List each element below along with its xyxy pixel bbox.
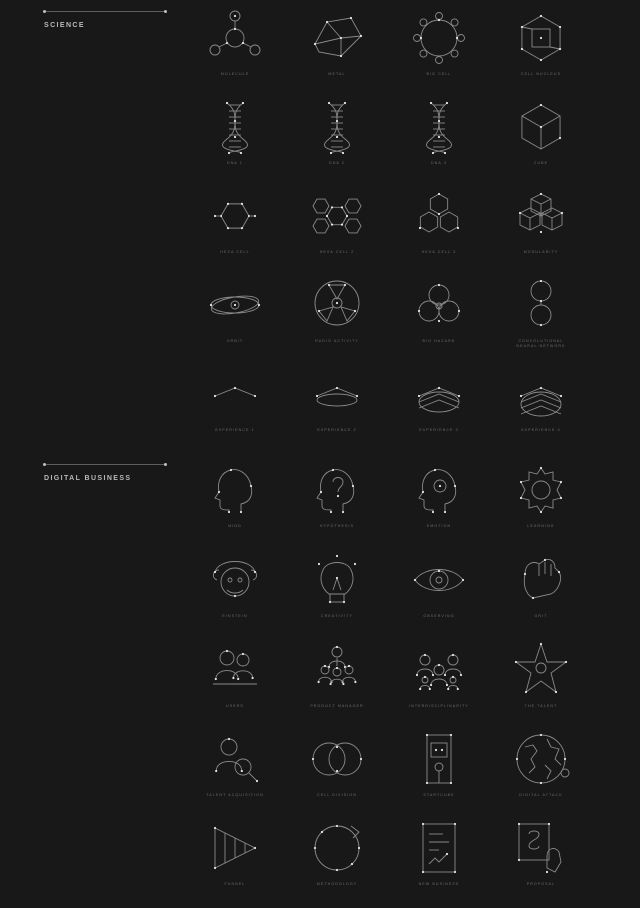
icon-tile[interactable] — [389, 8, 489, 98]
section-science — [44, 11, 166, 29]
icon-label: TALENT ACQUISITION — [206, 793, 264, 797]
chevron-layer-icon — [307, 364, 367, 424]
icon-tile[interactable] — [389, 640, 489, 730]
icon-label: RADIO ACTIVITY — [315, 339, 359, 343]
icon-tile[interactable] — [389, 364, 489, 454]
proposal-icon — [511, 818, 571, 878]
team-icon — [307, 640, 367, 700]
icon-label: DNA 2 — [329, 161, 345, 165]
globe-icon — [511, 729, 571, 789]
icon-label: THE TALENT — [524, 704, 558, 708]
chevron-stack-large-icon — [511, 364, 571, 424]
icon-label: CELL DIVISION — [317, 793, 357, 797]
hexagon-cells-icon — [307, 186, 367, 246]
icon-label: OBSERVING — [423, 614, 455, 618]
icon-label: METHODOLOGY — [316, 882, 358, 886]
icon-label: LEARNING — [527, 524, 555, 528]
icon-tile[interactable] — [185, 818, 285, 908]
radioactive-icon — [307, 275, 367, 335]
section-divider — [44, 11, 166, 12]
icon-label: STARTCUBE — [423, 793, 455, 797]
head-question-icon — [307, 460, 367, 520]
icon-tile[interactable] — [287, 275, 387, 365]
icon-tile[interactable] — [185, 729, 285, 819]
chevron-stack-icon — [409, 364, 469, 424]
icon-label: BIG CELL — [426, 72, 452, 76]
eye-icon — [409, 550, 469, 610]
icon-label: MODULARITY — [523, 250, 559, 254]
icon-tile[interactable] — [185, 97, 285, 187]
person-search-icon — [205, 729, 265, 789]
icon-label: EXPERIENCE 3 — [419, 428, 459, 432]
icon-tile[interactable] — [491, 729, 591, 819]
head-gear-icon — [409, 460, 469, 520]
icon-tile[interactable] — [287, 729, 387, 819]
cell-ring-icon — [409, 8, 469, 68]
hexagons-icon — [409, 186, 469, 246]
icon-label: EINSTEIN — [222, 614, 248, 618]
users-icon — [205, 640, 265, 700]
einstein-icon — [205, 550, 265, 610]
icon-label: PROPOSAL — [526, 882, 556, 886]
icon-tile[interactable] — [491, 186, 591, 276]
overlapping-circles-icon — [307, 729, 367, 789]
icon-tile[interactable] — [287, 364, 387, 454]
icon-label: FUNNEL — [224, 882, 246, 886]
icon-tile[interactable] — [389, 97, 489, 187]
icon-label: BIO HAZARD — [422, 339, 456, 343]
icon-tile[interactable] — [185, 550, 285, 640]
icon-tile[interactable] — [491, 460, 591, 550]
section-divider — [44, 464, 166, 465]
head-icon — [205, 460, 265, 520]
icon-tile[interactable] — [491, 275, 591, 365]
icon-tile[interactable] — [491, 364, 591, 454]
stacked-cubes-icon — [511, 186, 571, 246]
icon-tile[interactable] — [389, 186, 489, 276]
icon-label: CELL NUCLEUS — [520, 72, 562, 76]
biohazard-icon — [409, 275, 469, 335]
icon-tile[interactable] — [287, 97, 387, 187]
icon-label: EXPERIENCE 1 — [215, 428, 255, 432]
icon-label: GRIT — [534, 614, 548, 618]
icon-tile[interactable] — [491, 818, 591, 908]
chevron-icon — [205, 364, 265, 424]
icon-tile[interactable] — [389, 275, 489, 365]
icon-label: METAL — [328, 72, 346, 76]
group-icon — [409, 640, 469, 700]
icon-tile[interactable] — [287, 640, 387, 730]
icon-label: INTERDISCIPLINARITY — [409, 704, 469, 708]
hexagon-cell-icon — [205, 186, 265, 246]
icon-tile[interactable] — [185, 186, 285, 276]
icon-label: HYPOTHESIS — [319, 524, 355, 528]
crystal-icon — [307, 8, 367, 68]
lightbulb-icon — [307, 550, 367, 610]
star-person-icon — [511, 640, 571, 700]
icon-tile[interactable] — [491, 97, 591, 187]
icon-tile[interactable] — [491, 8, 591, 98]
document-icon — [409, 818, 469, 878]
stacked-circles-icon — [511, 275, 571, 335]
orbit-icon — [205, 275, 265, 335]
gear-icon — [511, 460, 571, 520]
icon-label: PRODUCT MANAGER — [310, 704, 364, 708]
icon-tile[interactable] — [389, 550, 489, 640]
icon-tile[interactable] — [491, 640, 591, 730]
icon-tile[interactable] — [491, 550, 591, 640]
icon-label: DNA 1 — [227, 161, 243, 165]
icon-label: CONVOLUTIONAL NEURAL NETWORK — [516, 339, 566, 348]
icon-label: MIND — [228, 524, 242, 528]
icon-tile[interactable] — [287, 8, 387, 98]
section-digital-business — [44, 464, 166, 482]
icon-tile[interactable] — [287, 550, 387, 640]
icon-tile[interactable] — [185, 364, 285, 454]
icon-label: HEXA CELL 2 — [319, 250, 355, 254]
icon-label: HEXA CELL 3 — [421, 250, 457, 254]
molecule-icon — [205, 8, 265, 68]
icon-tile[interactable] — [185, 640, 285, 730]
fist-icon — [511, 550, 571, 610]
icon-label: DIGITAL ATTACK — [519, 793, 563, 797]
dna-icon — [307, 97, 367, 157]
icon-label: EXPERIENCE 4 — [521, 428, 561, 432]
icon-label: DNA 3 — [431, 161, 447, 165]
icon-label: ORBIT — [226, 339, 244, 343]
cube-icon — [511, 97, 571, 157]
icon-label: MOLECULE — [220, 72, 250, 76]
cycle-icon — [307, 818, 367, 878]
icon-tile[interactable] — [185, 8, 285, 98]
icon-label: HEXA CELL — [220, 250, 250, 254]
icon-label: USERS — [226, 704, 244, 708]
dna-icon — [205, 97, 265, 157]
icon-label: EMOTION — [426, 524, 452, 528]
icon-tile[interactable] — [287, 460, 387, 550]
icon-label: CUBE — [533, 161, 549, 165]
cube-in-hexagon-icon — [511, 8, 571, 68]
funnel-icon — [205, 818, 265, 878]
section-title: DIGITAL BUSINESS — [44, 475, 132, 482]
icon-tile[interactable] — [389, 729, 489, 819]
icon-tile[interactable] — [287, 818, 387, 908]
icon-tile[interactable] — [287, 186, 387, 276]
dna-icon — [409, 97, 469, 157]
device-icon — [409, 729, 469, 789]
icon-label: NEW BUSINESS — [418, 882, 460, 886]
icon-tile[interactable] — [389, 818, 489, 908]
icon-tile[interactable] — [185, 275, 285, 365]
icon-tile[interactable] — [185, 460, 285, 550]
icon-tile[interactable] — [389, 460, 489, 550]
icon-label: EXPERIENCE 2 — [317, 428, 357, 432]
icon-label: CREATIVITY — [321, 614, 353, 618]
section-title: SCIENCE — [44, 22, 85, 29]
